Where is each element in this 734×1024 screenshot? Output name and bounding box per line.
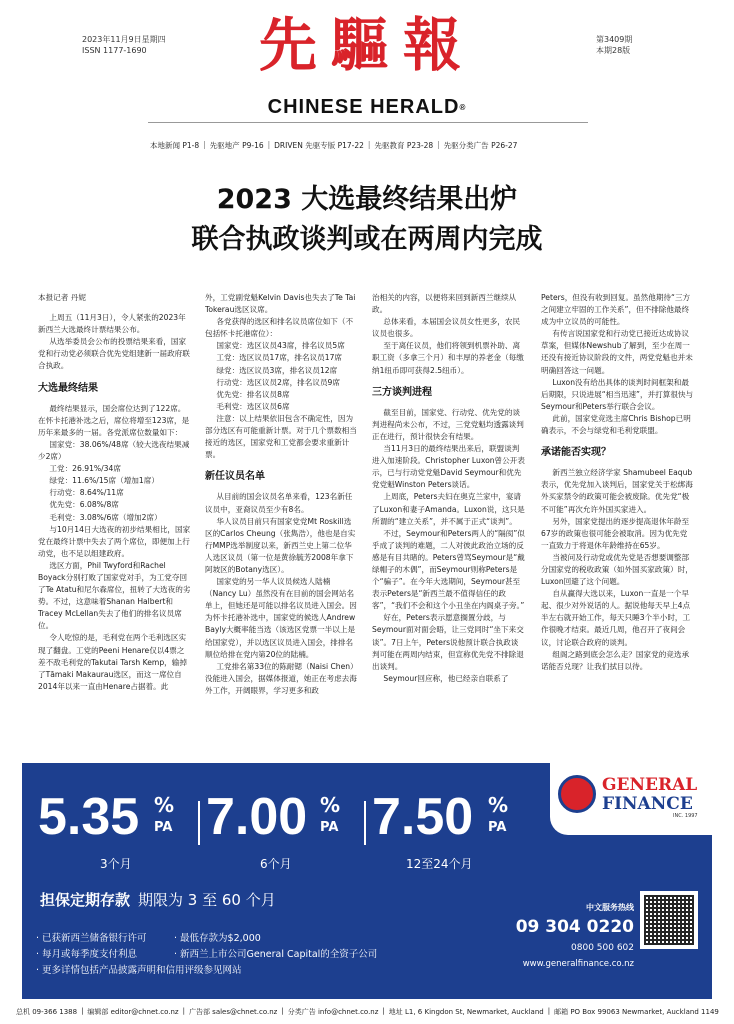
headline-line: 2023 大选最终结果出炉 [216, 184, 518, 215]
paragraph: 绿党：选区议员3席，排名议员12席 [216, 365, 338, 375]
paragraph: Seymour回应称，他已经亲自联系了 [383, 673, 509, 683]
article-column [205, 292, 358, 770]
paragraph: 自从赢得大选以来，Luxon一直是一个早起、很少对外说话的人。据说他每天早上4点半左右就开始工作，每天只睡3个半小时，工作很晚才结束。最近几周，他召开了夜间会议，讨论联合政府的谈判。 [541, 589, 691, 647]
article-column [38, 292, 191, 770]
paragraph: 优先党：6.08%/8席 [49, 500, 119, 510]
byline: 本报记者 丹妮 [38, 293, 86, 302]
paragraph: 各党获得的选区和排名议员席位如下（不包括怀卡托港席位）： [205, 317, 354, 339]
rate-term: 3个月 [100, 857, 132, 871]
rate-pa: PA [154, 820, 173, 835]
paragraph: 上周五（11月3日），令人紧张的2023年新西兰大选最终计票结果公布。 [38, 313, 186, 335]
footer-item[interactable]: 广告部 sales@chnet.co.nz [188, 1008, 278, 1016]
page-count: 本期28版 [596, 46, 631, 55]
feature-item: · 新西兰上市公司General Capital的全资子公司 [174, 949, 378, 960]
phone-number[interactable]: 09 304 0220 [515, 917, 634, 937]
rate-percent: % [154, 793, 175, 817]
paragraph: 治相关的内容，以便将来回到新西兰继续从政。 [372, 293, 517, 315]
nav-item[interactable]: 先驱教育 P23-28 [374, 141, 434, 150]
divider [364, 801, 366, 845]
paragraph: 令人吃惊的是，毛利党在两个毛利选区实现了翻盘。工党的Peeni Henare仅以4票之差不敌毛利党的Takutai Tarsh Kemp，输掉了Tāmaki Makaurau选区，而这一席位自2014年以来一直由Henare占据着。此 [38, 633, 187, 691]
rate-percent: % [320, 793, 341, 817]
rate-pa: PA [320, 820, 339, 835]
website-link[interactable]: www.generalfinance.co.nz [522, 959, 634, 969]
paragraph: 至于离任议员，他们将领到机票补助、离职工资（多拿三个月）和丰厚的养老金（每缴纳1纽币即可获得2.5纽币）。 [372, 341, 524, 375]
headline [0, 180, 734, 260]
masthead-right [596, 34, 632, 56]
paragraph: 不过，Seymour和Peters两人的“隔阂”似乎成了谈判的难题，二人对彼此政治立场的反感是有目共睹的。Peters曾骂Seymour是“戴绿帽子的木偶”，而Seymour则称Peters是个“骗子”。在今年大选期间，Seymour甚至表示Peters是“新西兰最不值得信任的政客”，“我们不会和这个小丑坐在内阁桌子旁。” [372, 528, 525, 611]
rate-pa: PA [488, 820, 507, 835]
subheading: 大选最终结果 [38, 382, 98, 394]
rate-term: 6个月 [260, 857, 292, 871]
paragraph: 总体来看，本届国会议员女性更多，农民议员也很多。 [372, 317, 521, 339]
feature-item: · 最低存款为$2,000 [174, 933, 261, 944]
paragraph: 组阁之路到底会怎么走？国家党的竞选承诺能否兑现？让我们拭目以待。 [541, 649, 690, 671]
qr-code[interactable] [640, 891, 698, 949]
deposit-name: 担保定期存款 [40, 891, 131, 909]
paragraph: 从目前的国会议员名单来看，123名新任议员中，亚裔议员至少有8名。 [205, 492, 353, 514]
article-column [541, 292, 694, 770]
rate-value: 5.35 [38, 788, 140, 846]
paragraph: Luxon没有给出具体的谈判时间框架和最后期限，只说进展“相当迅速”，并打算很快与Seymour和Peters举行联合会议。 [541, 377, 694, 411]
paragraph: 有传言说国家党和行动党已接近达成协议草案，但媒体Newshub了解到，至少在周一还没有接近协议阶段的文件，两党党魁也并未明确回答这一问题。 [541, 329, 693, 375]
paragraph: 另外，国家党提出的逐步提高退休年龄至67岁的政策也很可能会被取消。因为优先党一直致力于将退休年龄维持在65岁。 [541, 516, 690, 550]
section-nav: 本地新闻 P1-8 | 先驱地产 P9-16 | DRIVEN 先驱专版 P17-22 | 先驱教育 P23-28 | 先驱分类广告 P26-27 [150, 140, 518, 150]
issn: ISSN 1177-1690 [82, 46, 147, 55]
feature-item: · 每月或每季度支付利息 [36, 949, 138, 960]
rate-percent: % [488, 793, 509, 817]
footer-item: 邮箱 PO Box 99063 Newmarket, Auckland 1149 [554, 1008, 719, 1016]
subheading: 承诺能否实现？ [541, 447, 611, 459]
headline-line: 联合执政谈判或在两周内完成 [191, 224, 543, 255]
paragraph: 新西兰独立经济学家 Shamubeel Eaqub表示，优先党加入谈判后，国家党关于松绑海外买家禁令的政策可能会被废除。优先党“极不可能”再次允许外国买家进入。 [541, 468, 693, 514]
phone-number-alt[interactable]: 0800 500 602 [571, 943, 634, 953]
subheading: 三方谈判进程 [372, 386, 432, 398]
issue-date: 2023年11月9日星期四 [82, 35, 166, 44]
issue-number: 第3409期 [596, 35, 633, 44]
paragraph: 国家党的另一华人议员候选人陆楠（Nancy Lu）虽然没有在目前的国会网站名单上，但她还是可能以排名议员进入国会。因为怀卡托港补选中，国家党的候选人Andrew Bayly大概率能当选（该选区党票一半以上是给国家党），并以选区议员进入国会，排排名顺位给排在党内第20位的陆楠。 [205, 577, 357, 659]
paragraph: 上周底，Peters夫妇在奥克兰家中，宴请了Luxon和妻子Amanda。Luxon说，这只是所谓的“建立关系”，并不属于正式“谈判”。 [372, 492, 525, 526]
paragraph: 行动党：8.64%/11席 [49, 488, 124, 498]
nav-item[interactable]: 本地新闻 P1-8 [150, 141, 200, 150]
paragraph: 与10月14日大选夜的初步结果相比，国家党在最终计票中失去了两个席位，即便加上行动党，也不足以组建政府。 [38, 524, 191, 558]
subheading: 新任议员名单 [205, 471, 265, 483]
footer-item: 总机 09-366 1388 [16, 1008, 78, 1016]
deposit-term: 期限为 3 至 60 个月 [138, 891, 276, 909]
paragraph: 截至目前，国家党、行动党、优先党的谈判进程尚未公布，不过，三党党魁均透露谈判正在进行，预计很快会有结果。 [372, 407, 524, 441]
logo-english: CHINESE HERALD® [267, 96, 467, 118]
footer-item[interactable]: 分类广告 info@chnet.co.nz [287, 1008, 379, 1016]
paragraph: 毛利党：选区议员6席 [216, 401, 290, 411]
feature-list [174, 931, 377, 963]
paragraph: 毛利党：3.08%/6席（增加2席） [49, 512, 162, 522]
paragraph: 选区方面，Phil Twyford和Rachel Boyack分别打败了国家党对手，为工党夺回了Te Atatu和尼尔森席位，扭转了大选夜的劣势。不过，这意味着Shanan Halbert和Tracey McLellan失去了他们的排名议员席位。 [38, 560, 191, 631]
paragraph: 当11月3日的最终结果出来后，联盟谈判进入加速阶段。Christopher Luxon曾公开表示，已与行动党党魁David Seymour和优先党党魁Winston Peters谈话。 [372, 444, 525, 490]
footer-item[interactable]: 编辑部 editor@chnet.co.nz [87, 1008, 179, 1016]
paragraph: 工党排名第33位的陈耐锶（Naisi Chen）没能进入国会，据媒体报道，她正在考虑去海外工作，开阔眼界，学习更多和政 [205, 661, 358, 695]
paragraph: 工党：26.91%/34席 [49, 464, 121, 474]
footer-contacts: 总机 09-366 1388 | 编辑部 editor@chnet.co.nz | 广告部 sales@chnet.co.nz | 分类广告 info@chnet.co.nz | 地址 L1, 6 Kingdon St, Newmarket, Auckland | 邮箱 PO Box 99063 Newmarket, Auckland 1149 [16, 1007, 719, 1016]
rate-value: 7.00 [206, 788, 308, 846]
paragraph: 优先党：排名议员8席 [216, 389, 290, 399]
logo-icon [558, 775, 596, 813]
general-finance-logo [550, 763, 712, 835]
logo-general: GENERAL [602, 775, 698, 795]
paragraph: 最终结果显示，国会席位达到了122席。在怀卡托港补选之后，席位将增至123席，是历年来最多的一届。各党派席位数量如下： [38, 403, 190, 437]
rate-value: 7.50 [372, 788, 474, 846]
paragraph: 好在，Peters表示愿意搁置分歧，与Seymour面对面会晤，让三党同时“坐下来交谈”。7日上午，Peters说他预计联合执政谈判可能在两周内结束，但宣称优先党不排除退出谈判。 [372, 613, 524, 671]
paragraph: 此前，国家党竞选主席Chris Bishop已明确表示，不会与绿党和毛利党联盟。 [541, 413, 691, 436]
footer-item: 地址 L1, 6 Kingdon St, Newmarket, Auckland [388, 1008, 544, 1016]
logo-finance: FINANCE [602, 794, 693, 814]
nav-item[interactable]: DRIVEN 先驱专版 P17-22 [274, 141, 364, 150]
paragraph: 行动党：选区议员2席，排名议员9席 [216, 377, 340, 387]
paragraph: Peters，但没有收到回复。虽然他期待“三方之间建立牢固的工作关系”，但不排除他最终成为中立议员的可能性。 [541, 293, 691, 327]
paragraph: 绿党：11.6%/15席（增加1席） [49, 476, 159, 486]
paragraph: 国家党：38.06%/48席（较大选夜结果减少2席） [38, 439, 190, 462]
paragraph: 注意：以上结果依旧包含不确定性，因为部分选区有可能重新计票。对于几个票数相当接近的选区，国家党和工党都会要求重新计票。 [205, 413, 357, 460]
hotline-label: 中文服务热线 [586, 903, 634, 912]
rate-term: 12至24个月 [406, 857, 473, 871]
divider [148, 122, 588, 123]
deposit-title [40, 889, 276, 910]
article-column [372, 292, 525, 770]
nav-item[interactable]: 先驱分类广告 P26-27 [443, 141, 518, 150]
divider [198, 801, 200, 845]
paragraph: 国家党：选区议员43席，排名议员5席 [216, 341, 345, 351]
logo-chinese: 先驅報 [258, 11, 475, 79]
general-finance-ad[interactable] [22, 763, 712, 999]
feature-item: · 更多详情包括产品披露声明和信用评级参见网站 [36, 965, 242, 976]
feature-item: · 已获新西兰储备银行许可 [36, 933, 147, 944]
nav-item[interactable]: 先驱地产 P9-16 [209, 141, 264, 150]
paragraph: 外，工党副党魁Kelvin Davis也失去了Te Tai Tokerau选区议席。 [205, 293, 356, 315]
logo-inc: INC. 1997 [673, 813, 698, 819]
paragraph: 当被问及行动党或优先党是否想要调整部分国家党的税收政策（如外国买家政策）时，Luxon回避了这个问题。 [541, 552, 693, 587]
paragraph: 工党：选区议员17席，排名议员17席 [216, 353, 343, 363]
paragraph: 从选举委员会公布的投票结果来看，国家党和行动党必须联合优先党组建新一届政府联合执政。 [38, 337, 190, 371]
paragraph: 华人议员目前只有国家党党Mt Roskill选区的Carlos Cheung（张雋浩），他也是自实行MMP选举制度以来，新西兰史上第二位华人选区议员（第一位是黄徐毓芳2008年拿下阿坡区的Botany选区）。 [205, 516, 356, 574]
